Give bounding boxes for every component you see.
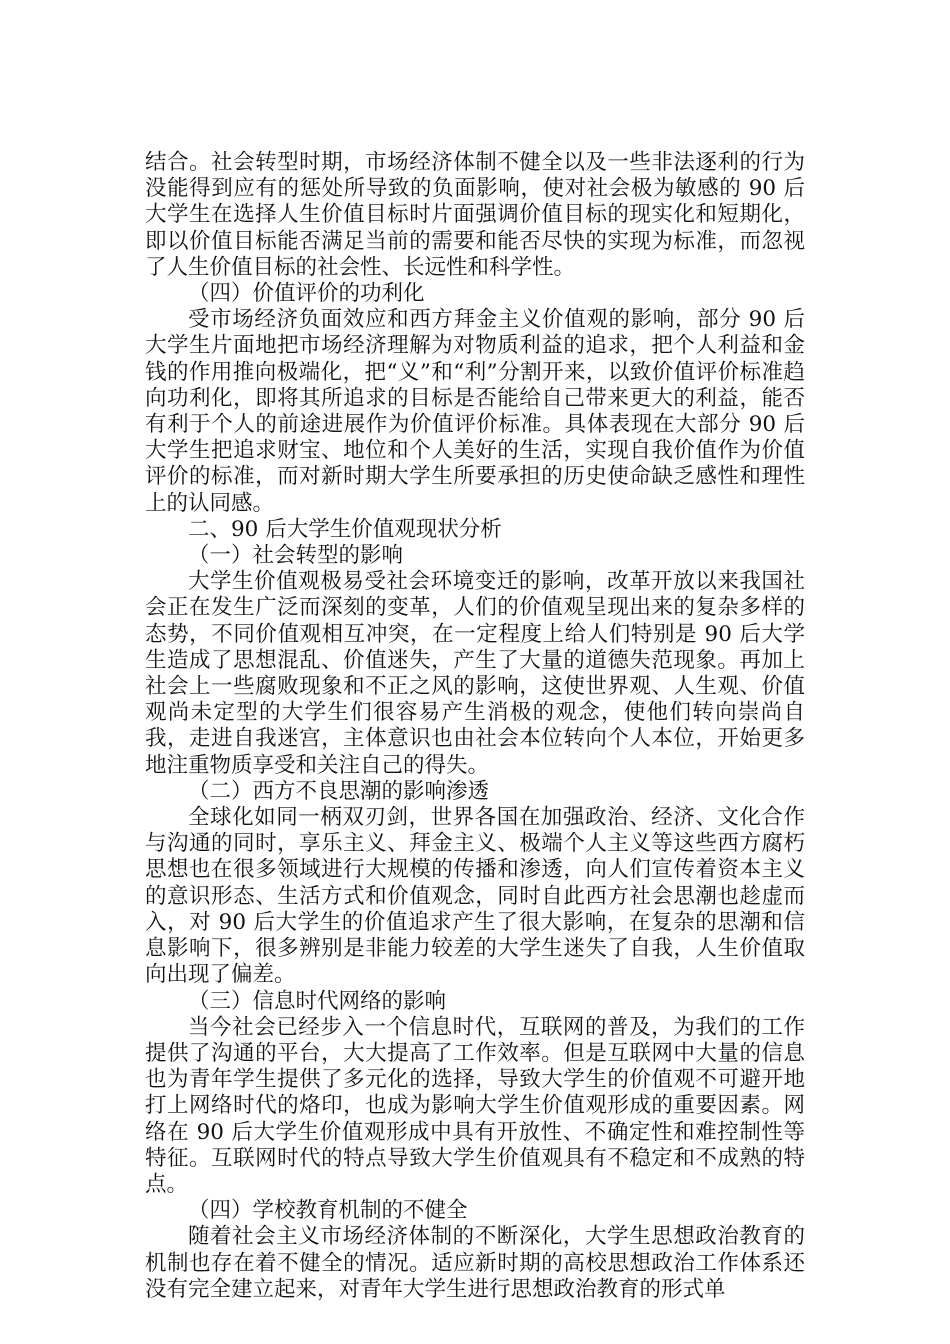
- section-heading-western-thought: （二）西方不良思潮的影响渗透: [188, 778, 490, 804]
- paragraph-internet-influence: 当今社会已经步入一个信息时代，互联网的普及，为我们的工作提供了沟通的平台，大大提高了工作效率。但是互联网中大量的信息也为青年学生提供了多元化的选择，导致大学生的价值观不可避开地打上网络时代的烙印，也成为影响大学生价值观形成的重要因素。网络在 90 后大学生价值观形成中具有开放性、不确定性和难控制性等特征。互联网时代的特点导致大学生价值观具有不稳定和不成熟的特点。: [145, 1014, 805, 1197]
- section-heading-education-mechanism: （四）学校教育机制的不健全: [188, 1198, 468, 1224]
- paragraph-education-mechanism: 随着社会主义市场经济体制的不断深化，大学生思想政治教育的机制也存在着不健全的情况。适应新时期的高校思想政治工作体系还没有完全建立起来，对青年大学生进行思想政治教育的形式单: [145, 1224, 805, 1302]
- document-page: [145, 150, 805, 1303]
- section-heading-utilitarian-evaluation: （四）价值评价的功利化: [188, 281, 425, 307]
- paragraph-social-transition: 大学生价值观极易受社会环境变迁的影响，改革开放以来我国社会正在发生广泛而深刻的变革，人们的价值观呈现出来的复杂多样的态势，不同价值观相互冲突，在一定程度上给人们特别是 90 后大学生造成了思想混乱、价值迷失，产生了大量的道德失范现象。再加上社会上一些腐败现象和不正之风的影响，这使世界观、人生观、价值观尚未定型的大学生们很容易产生消极的观念，使他们转向崇尚自我，走进自我迷宫，主体意识也由社会本位转向个人本位，开始更多地注重物质享受和关注自己的得失。: [145, 569, 805, 778]
- section-heading-social-transition: （一）社会转型的影响: [188, 543, 404, 569]
- paragraph-utilitarian-evaluation: 受市场经济负面效应和西方拜金主义价值观的影响，部分 90 后大学生片面地把市场经济理解为对物质利益的追求，把个人利益和金钱的作用推向极端化，把“义”和“利”分割开来，以致价值评价标准趋向功利化，即将其所追求的目标是否能给自己带来更大的利益，能否有利于个人的前途进展作为价值评价标准。具体表现在大部分 90 后大学生把追求财宝、地位和个人美好的生活，实现自我价值作为价值评价的标准，而对新时期大学生所要承担的历史使命缺乏感性和理性上的认同感。: [145, 307, 805, 516]
- paragraph-continued: 结合。社会转型时期，市场经济体制不健全以及一些非法逐利的行为没能得到应有的惩处所导致的负面影响，使对社会极为敏感的 90 后大学生在选择人生价值目标时片面强调价值目标的现实化和短期化，即以价值目标能否满足当前的需要和能否尽快的实现为标准，而忽视了人生价值目标的社会性、长远性和科学性。: [145, 150, 805, 280]
- paragraph-western-thought: 全球化如同一柄双刃剑，世界各国在加强政治、经济、文化合作与沟通的同时，享乐主义、拜金主义、极端个人主义等这些西方腐朽思想也在很多领域进行大规模的传播和渗透，向人们宣传着资本主义的意识形态、生活方式和价值观念，同时自此西方社会思潮也趁虚而入，对 90 后大学生的价值追求产生了很大影响，在复杂的思潮和信息影响下，很多辨别是非能力较差的大学生迷失了自我，人生价值取向出现了偏差。: [145, 805, 805, 988]
- section-heading-internet-influence: （三）信息时代网络的影响: [188, 988, 447, 1014]
- chapter-heading-status-analysis: 二、90 后大学生价值观现状分析: [188, 516, 502, 542]
